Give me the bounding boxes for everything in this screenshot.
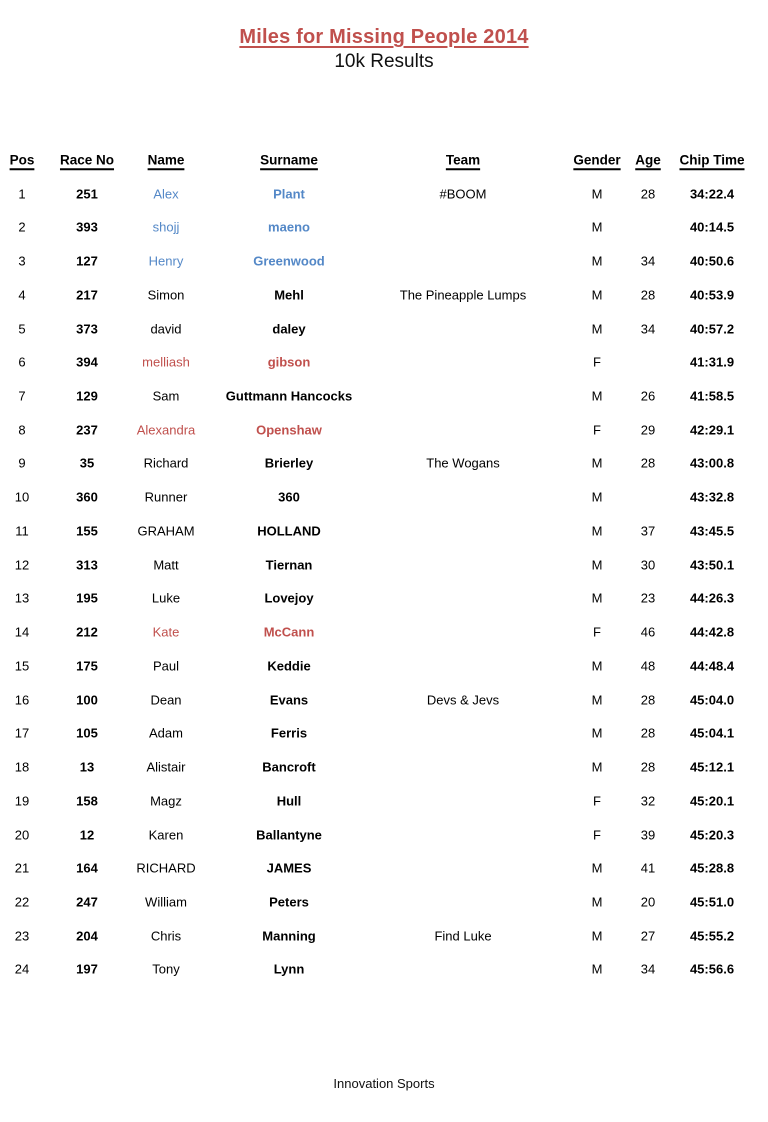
header-name: Name xyxy=(147,152,185,168)
cell-age: 29 xyxy=(640,422,656,438)
cell-name: Chris xyxy=(150,928,182,944)
cell-surname: Bancroft xyxy=(262,759,316,775)
cell-gender: M xyxy=(591,894,603,910)
cell-gender: F xyxy=(593,422,601,438)
cell-pos: 4 xyxy=(18,287,26,303)
cell-pos: 7 xyxy=(18,388,26,404)
cell-chip-time: 45:20.1 xyxy=(689,793,735,809)
cell-chip-time: 45:12.1 xyxy=(689,759,735,775)
table-row xyxy=(0,244,768,278)
cell-pos: 14 xyxy=(14,624,30,640)
cell-chip-time: 44:48.4 xyxy=(689,658,735,674)
cell-pos: 16 xyxy=(14,692,30,708)
cell-name: Matt xyxy=(153,557,179,573)
cell-age: 28 xyxy=(640,186,656,202)
cell-pos: 10 xyxy=(14,489,30,505)
cell-chip-time: 43:50.1 xyxy=(689,557,735,573)
cell-pos: 1 xyxy=(18,186,26,202)
cell-name: Simon xyxy=(147,287,185,303)
cell-chip-time: 40:50.6 xyxy=(689,253,735,269)
cell-surname: Guttmann Hancocks xyxy=(225,388,353,404)
cell-race-no: 164 xyxy=(76,860,98,876)
cell-race-no: 217 xyxy=(76,287,98,303)
cell-race-no: 158 xyxy=(76,793,98,809)
cell-pos: 3 xyxy=(18,253,26,269)
cell-chip-time: 45:56.6 xyxy=(689,961,735,977)
table-row xyxy=(0,345,768,379)
cell-chip-time: 45:51.0 xyxy=(689,894,735,910)
cell-surname: Mehl xyxy=(274,287,304,303)
cell-age: 20 xyxy=(640,894,656,910)
cell-name: Alexandra xyxy=(136,422,196,438)
table-row xyxy=(0,210,768,244)
cell-name: Karen xyxy=(148,827,184,843)
cell-name: Dean xyxy=(150,692,182,708)
cell-pos: 15 xyxy=(14,658,30,674)
cell-surname: maeno xyxy=(268,219,310,235)
cell-pos: 24 xyxy=(14,961,30,977)
cell-chip-time: 45:04.1 xyxy=(689,725,735,741)
cell-pos: 21 xyxy=(14,860,30,876)
cell-race-no: 35 xyxy=(79,455,95,471)
table-row xyxy=(0,919,768,953)
cell-race-no: 313 xyxy=(76,557,98,573)
cell-surname: McCann xyxy=(263,624,315,640)
cell-chip-time: 40:14.5 xyxy=(689,219,735,235)
cell-race-no: 105 xyxy=(76,725,98,741)
cell-race-no: 394 xyxy=(76,354,98,370)
cell-chip-time: 43:45.5 xyxy=(689,523,735,539)
cell-surname: 360 xyxy=(278,489,300,505)
table-row xyxy=(0,480,768,514)
cell-name: Kate xyxy=(152,624,180,640)
header-race-no: Race No xyxy=(59,152,115,168)
cell-age: 37 xyxy=(640,523,656,539)
cell-pos: 18 xyxy=(14,759,30,775)
cell-chip-time: 41:31.9 xyxy=(689,354,735,370)
cell-gender: M xyxy=(591,253,603,269)
results-table xyxy=(0,143,768,986)
cell-surname: gibson xyxy=(267,354,311,370)
cell-age: 28 xyxy=(640,455,656,471)
cell-age: 27 xyxy=(640,928,656,944)
cell-pos: 9 xyxy=(18,455,26,471)
cell-gender: M xyxy=(591,219,603,235)
header-pos: Pos xyxy=(9,152,35,168)
table-row xyxy=(0,514,768,548)
cell-race-no: 127 xyxy=(76,253,98,269)
cell-team: Find Luke xyxy=(434,928,492,944)
cell-team: The Wogans xyxy=(426,455,500,471)
cell-name: Sam xyxy=(152,388,180,404)
cell-age: 41 xyxy=(640,860,656,876)
cell-surname: Lovejoy xyxy=(264,590,314,606)
cell-race-no: 13 xyxy=(79,759,95,775)
cell-surname: Keddie xyxy=(267,658,311,674)
page-subtitle: 10k Results xyxy=(334,51,434,72)
cell-gender: M xyxy=(591,860,603,876)
cell-pos: 19 xyxy=(14,793,30,809)
cell-age: 28 xyxy=(640,725,656,741)
table-body xyxy=(0,177,768,987)
cell-gender: M xyxy=(591,287,603,303)
cell-name: William xyxy=(145,894,187,910)
cell-age: 30 xyxy=(640,557,656,573)
cell-race-no: 373 xyxy=(76,321,98,337)
cell-surname: Greenwood xyxy=(253,253,325,269)
cell-surname: Ferris xyxy=(270,725,308,741)
cell-race-no: 393 xyxy=(76,219,98,235)
cell-team: The Pineapple Lumps xyxy=(399,287,527,303)
cell-pos: 2 xyxy=(18,219,26,235)
cell-chip-time: 40:57.2 xyxy=(689,321,735,337)
cell-age: 48 xyxy=(640,658,656,674)
table-row xyxy=(0,548,768,582)
table-row xyxy=(0,447,768,481)
table-row xyxy=(0,885,768,919)
cell-name: shojj xyxy=(152,219,180,235)
cell-age: 34 xyxy=(640,253,656,269)
cell-surname: Evans xyxy=(269,692,309,708)
cell-gender: M xyxy=(591,928,603,944)
cell-surname: Manning xyxy=(262,928,316,944)
cell-pos: 23 xyxy=(14,928,30,944)
cell-pos: 6 xyxy=(18,354,26,370)
cell-pos: 22 xyxy=(14,894,30,910)
cell-name: Luke xyxy=(151,590,181,606)
cell-gender: M xyxy=(591,523,603,539)
cell-age: 26 xyxy=(640,388,656,404)
cell-gender: M xyxy=(591,759,603,775)
table-row xyxy=(0,413,768,447)
cell-name: Runner xyxy=(144,489,188,505)
cell-chip-time: 44:42.8 xyxy=(689,624,735,640)
cell-gender: M xyxy=(591,725,603,741)
cell-name: RICHARD xyxy=(136,860,196,876)
cell-surname: JAMES xyxy=(266,860,312,876)
cell-pos: 11 xyxy=(15,523,29,539)
cell-surname: Lynn xyxy=(273,961,305,977)
cell-age: 28 xyxy=(640,287,656,303)
cell-gender: F xyxy=(593,793,601,809)
cell-chip-time: 45:20.3 xyxy=(689,827,735,843)
table-row xyxy=(0,750,768,784)
cell-race-no: 129 xyxy=(76,388,98,404)
table-row xyxy=(0,818,768,852)
cell-chip-time: 43:32.8 xyxy=(689,489,735,505)
cell-chip-time: 40:53.9 xyxy=(689,287,735,303)
cell-surname: Ballantyne xyxy=(256,827,322,843)
cell-age: 46 xyxy=(640,624,656,640)
cell-name: GRAHAM xyxy=(137,523,195,539)
cell-race-no: 155 xyxy=(76,523,98,539)
table-row xyxy=(0,716,768,750)
cell-gender: M xyxy=(591,186,603,202)
cell-gender: M xyxy=(591,489,603,505)
cell-race-no: 247 xyxy=(76,894,98,910)
cell-name: Adam xyxy=(149,725,183,741)
cell-gender: F xyxy=(593,624,601,640)
cell-gender: M xyxy=(591,321,603,337)
cell-gender: M xyxy=(591,388,603,404)
cell-race-no: 12 xyxy=(79,827,95,843)
table-row xyxy=(0,953,768,987)
cell-surname: Peters xyxy=(269,894,309,910)
cell-chip-time: 44:26.3 xyxy=(689,590,735,606)
cell-name: Paul xyxy=(152,658,180,674)
cell-pos: 13 xyxy=(14,590,30,606)
cell-age: 28 xyxy=(640,692,656,708)
cell-name: melliash xyxy=(142,354,190,370)
cell-gender: M xyxy=(591,590,603,606)
cell-surname: HOLLAND xyxy=(257,523,321,539)
cell-race-no: 212 xyxy=(76,624,98,640)
cell-age: 34 xyxy=(640,321,656,337)
cell-age: 28 xyxy=(640,759,656,775)
cell-chip-time: 34:22.4 xyxy=(689,186,735,202)
cell-name: Richard xyxy=(143,455,189,471)
cell-name: Alistair xyxy=(146,759,186,775)
header-gender: Gender xyxy=(573,152,621,168)
cell-race-no: 195 xyxy=(76,590,98,606)
table-row xyxy=(0,582,768,616)
cell-pos: 20 xyxy=(14,827,30,843)
cell-name: Alex xyxy=(153,186,179,202)
cell-age: 34 xyxy=(640,961,656,977)
header-team: Team xyxy=(445,152,481,168)
cell-name: david xyxy=(150,321,182,337)
cell-pos: 12 xyxy=(14,557,30,573)
cell-gender: M xyxy=(591,455,603,471)
cell-race-no: 100 xyxy=(76,692,98,708)
cell-gender: M xyxy=(591,961,603,977)
cell-race-no: 175 xyxy=(76,658,98,674)
cell-race-no: 204 xyxy=(76,928,98,944)
cell-team: Devs & Jevs xyxy=(426,692,500,708)
cell-pos: 8 xyxy=(18,422,26,438)
cell-surname: Hull xyxy=(276,793,302,809)
table-row xyxy=(0,784,768,818)
cell-name: Henry xyxy=(148,253,184,269)
table-row xyxy=(0,615,768,649)
table-row xyxy=(0,851,768,885)
cell-surname: Plant xyxy=(273,186,305,202)
cell-chip-time: 45:04.0 xyxy=(689,692,735,708)
table-row xyxy=(0,649,768,683)
cell-gender: M xyxy=(591,658,603,674)
cell-surname: Openshaw xyxy=(256,422,322,438)
cell-gender: F xyxy=(593,827,601,843)
table-row xyxy=(0,683,768,717)
cell-surname: Tiernan xyxy=(265,557,313,573)
header-age: Age xyxy=(635,152,661,168)
page-title: Miles for Missing People 2014 xyxy=(239,26,529,48)
cell-pos: 17 xyxy=(14,725,30,741)
cell-race-no: 197 xyxy=(76,961,98,977)
table-row xyxy=(0,379,768,413)
table-row xyxy=(0,278,768,312)
cell-chip-time: 41:58.5 xyxy=(689,388,735,404)
cell-chip-time: 43:00.8 xyxy=(689,455,735,471)
cell-age: 39 xyxy=(640,827,656,843)
page-footer: Innovation Sports xyxy=(333,1076,435,1091)
cell-age: 32 xyxy=(640,793,656,809)
cell-name: Tony xyxy=(152,961,180,977)
cell-chip-time: 42:29.1 xyxy=(689,422,735,438)
cell-team: #BOOM xyxy=(439,186,487,202)
cell-age: 23 xyxy=(640,590,656,606)
cell-chip-time: 45:28.8 xyxy=(689,860,735,876)
cell-gender: M xyxy=(591,557,603,573)
cell-race-no: 360 xyxy=(76,489,98,505)
cell-race-no: 237 xyxy=(76,422,98,438)
header-surname: Surname xyxy=(260,152,318,168)
cell-race-no: 251 xyxy=(76,186,98,202)
cell-gender: F xyxy=(593,354,601,370)
cell-name: Magz xyxy=(150,793,182,809)
table-row xyxy=(0,177,768,211)
header-chip-time: Chip Time xyxy=(679,152,745,168)
cell-gender: M xyxy=(591,692,603,708)
table-row xyxy=(0,312,768,346)
cell-chip-time: 45:55.2 xyxy=(689,928,735,944)
cell-pos: 5 xyxy=(18,321,26,337)
cell-surname: Brierley xyxy=(264,455,314,471)
table-header-row xyxy=(0,143,768,177)
cell-surname: daley xyxy=(272,321,306,337)
